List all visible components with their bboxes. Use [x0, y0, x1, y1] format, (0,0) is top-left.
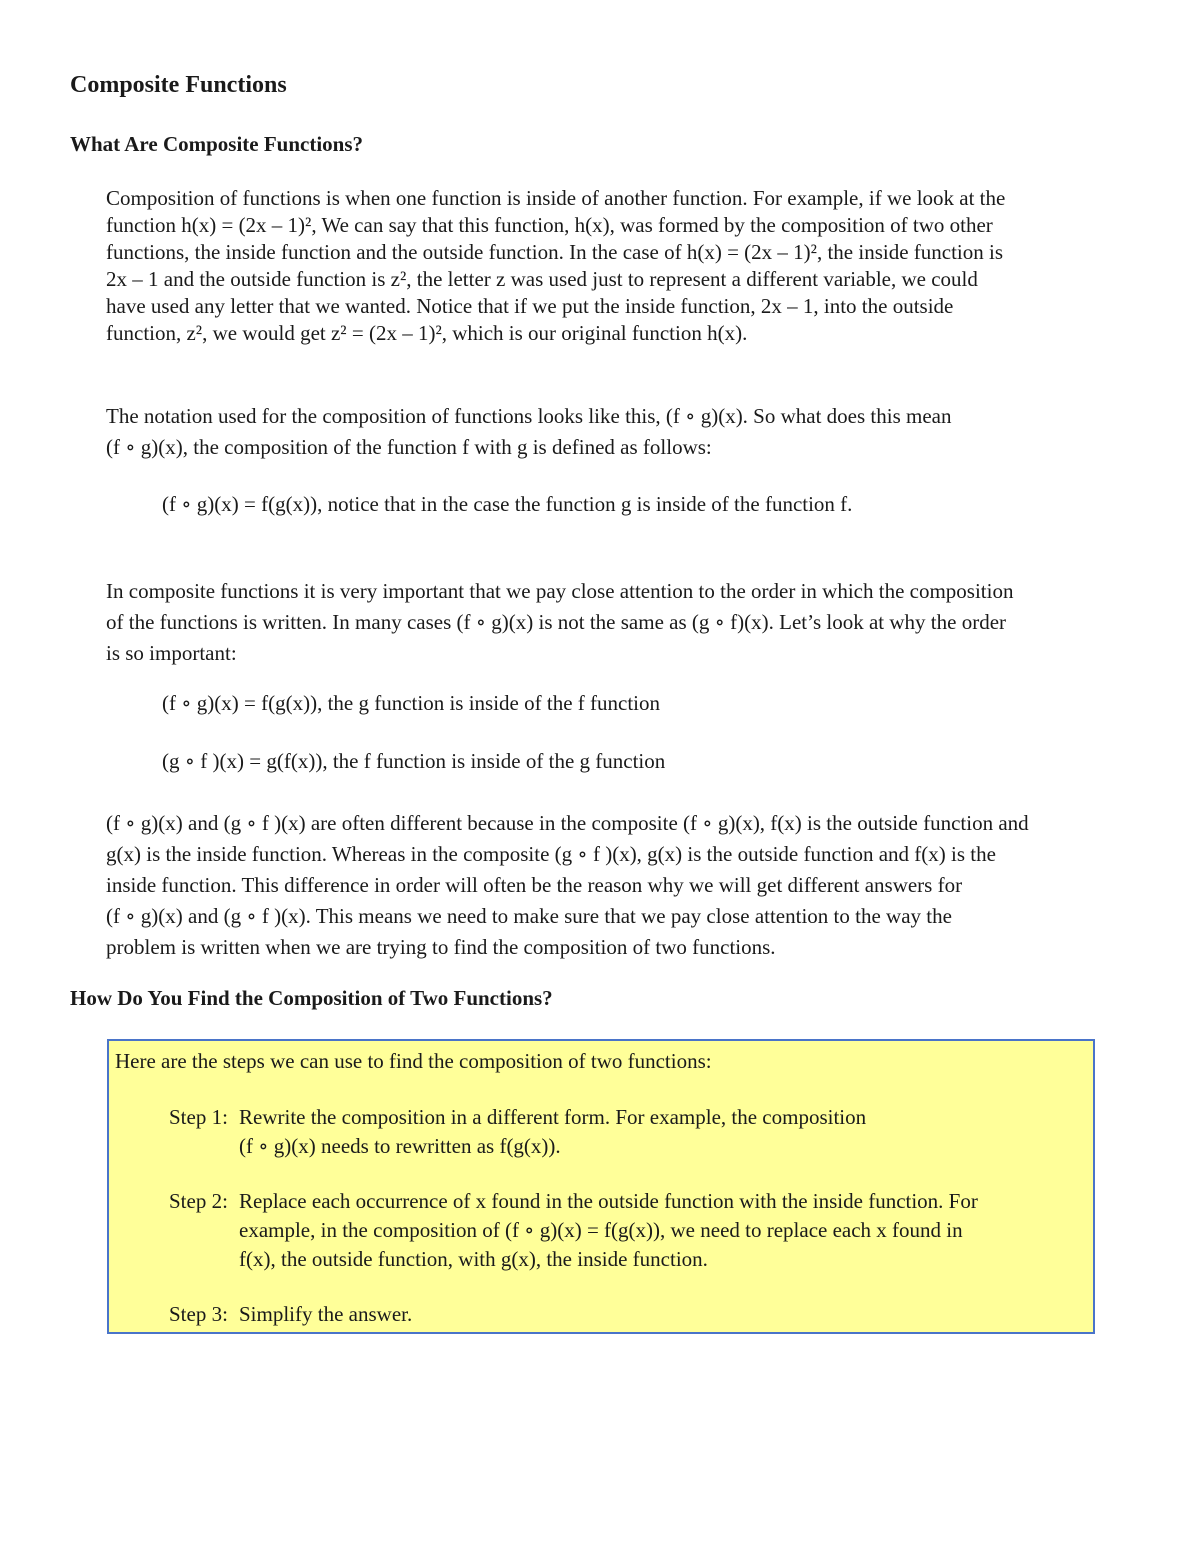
intro-paragraph: [106, 185, 1126, 347]
step-text: f(x), the outside function, with g(x), the inside function.: [239, 1247, 708, 1271]
step-text: (f ∘ g)(x) needs to rewritten as f(g(x)).: [239, 1134, 561, 1158]
paragraph-line: function h(x) = (2x – 1)², We can say that this function, h(x), was formed by the composition of two other: [106, 213, 993, 237]
paragraph-line: (f ∘ g)(x) and (g ∘ f )(x). This means we need to make sure that we pay close attention to the way the: [106, 904, 952, 928]
paragraph-line: The notation used for the composition of functions looks like this, (f ∘ g)(x). So what does this mean: [106, 404, 952, 428]
paragraph-line: g(x) is the inside function. Whereas in the composite (g ∘ f )(x), g(x) is the outside function and f(x) is the: [106, 842, 996, 866]
difference-paragraph: [106, 808, 1126, 963]
step-text: example, in the composition of (f ∘ g)(x) = f(g(x)), we need to replace each x found in: [239, 1218, 963, 1242]
paragraph-line: Composition of functions is when one function is inside of another function. For example, if we look at the: [106, 186, 1006, 210]
paragraph-line: (f ∘ g)(x), the composition of the function f with g is defined as follows:: [106, 435, 712, 459]
step-text: Replace each occurrence of x found in the outside function with the inside function. For: [239, 1189, 978, 1213]
step-1: [169, 1103, 866, 1161]
paragraph-line: functions, the inside function and the outside function. In the case of h(x) = (2x – 1)², the inside function is: [106, 240, 1004, 264]
paragraph-line: is so important:: [106, 641, 237, 665]
paragraph-line: (f ∘ g)(x) and (g ∘ f )(x) are often different because in the composite (f ∘ g)(x), f(x) is the outside function and: [106, 811, 1029, 835]
paragraph-line: function, z², we would get z² = (2x – 1)², which is our original function h(x).: [106, 321, 748, 345]
step-text: Simplify the answer.: [239, 1302, 413, 1326]
paragraph-line: have used any letter that we wanted. Notice that if we put the inside function, 2x – 1, into the outside: [106, 294, 954, 318]
step-2: [169, 1187, 978, 1274]
order-paragraph: [106, 576, 1126, 669]
step-label: Step 1:: [169, 1105, 228, 1129]
equation-g-of-f: (g ∘ f )(x) = g(f(x)), the f function is inside of the g function: [162, 749, 666, 773]
paragraph-line: problem is written when we are trying to find the composition of two functions.: [106, 935, 776, 959]
paragraph-line: 2x – 1 and the outside function is z², the letter z was used just to represent a different variable, we could: [106, 267, 978, 291]
step-label: Step 3:: [169, 1302, 228, 1326]
paragraph-line: In composite functions it is very important that we pay close attention to the order in which the composition: [106, 579, 1014, 603]
equation-f-of-g: (f ∘ g)(x) = f(g(x)), the g function is inside of the f function: [162, 691, 661, 715]
definition-equation: (f ∘ g)(x) = f(g(x)), notice that in the case the function g is inside of the function f.: [162, 492, 853, 516]
notation-paragraph: [106, 401, 1126, 463]
steps-callout-box: [107, 1039, 1095, 1334]
section-heading-what-are: What Are Composite Functions?: [70, 132, 364, 156]
step-3: [169, 1300, 412, 1329]
steps-intro: Here are the steps we can use to find the composition of two functions:: [115, 1049, 712, 1073]
section-heading-how-to-find: How Do You Find the Composition of Two Functions?: [70, 986, 553, 1010]
page-title: Composite Functions: [70, 72, 287, 98]
step-text: Rewrite the composition in a different form. For example, the composition: [239, 1105, 867, 1129]
paragraph-line: inside function. This difference in order will often be the reason why we will get different answers for: [106, 873, 963, 897]
step-label: Step 2:: [169, 1189, 228, 1213]
paragraph-line: of the functions is written. In many cases (f ∘ g)(x) is not the same as (g ∘ f)(x). Let’s look at why the order: [106, 610, 1007, 634]
